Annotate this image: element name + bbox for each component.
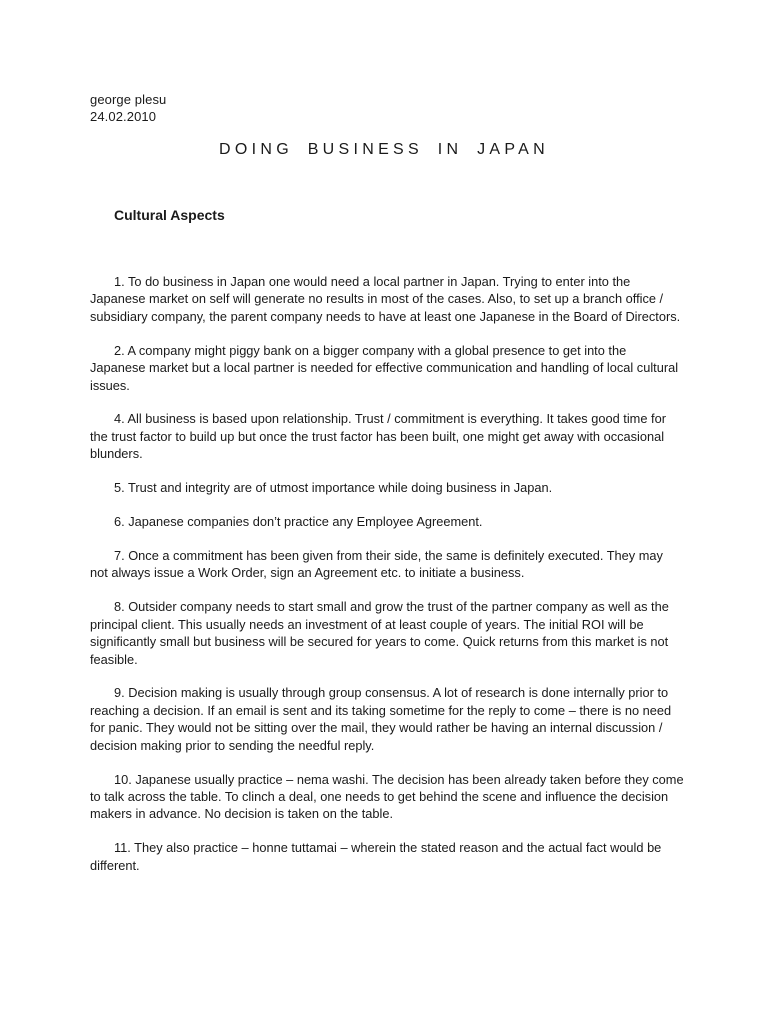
- author-name: george plesu: [90, 92, 167, 107]
- list-item: 10. Japanese usually practice – nema washi. The decision has been already taken before they come to talk across the table. To clinch a deal, one needs to get behind the scene and influence the decision makers in advance. No decision is taken on the table.: [90, 771, 684, 822]
- list-item: 9. Decision making is usually through group consensus. A lot of research is done internally prior to reaching a decision. If an email is sent and its taking sometime for the reply to come – there is no need for panic. They would not be sitting over the mail, they would rather be having an internal discussion / decision making prior to sending the needful reply.: [90, 685, 672, 753]
- list-item: 6. Japanese companies don’t practice any Employee Agreement.: [114, 514, 483, 530]
- list-item: 5. Trust and integrity are of utmost importance while doing business in Japan.: [114, 480, 553, 496]
- list-item: 8. Outsider company needs to start small and grow the trust of the partner company as well as the principal client. This usually needs an investment of at least couple of years. The initial ROI will be significantly small but business will be secured for years to come. Quick returns from this market is not feasible.: [90, 599, 669, 667]
- document-meta: [90, 91, 166, 125]
- list-item: 7. Once a commitment has been given from their side, the same is definitely executed. They may not always issue a Work Order, sign an Agreement etc. to initiate a business.: [90, 547, 663, 581]
- list-item: 4. All business is based upon relationship. Trust / commitment is everything. It takes good time for the trust factor to build up but once the trust factor has been built, one might get away with occasional blunders.: [90, 411, 666, 462]
- list-item: 2. A company might piggy bank on a bigger company with a global presence to get into the Japanese market but a local partner is needed for effective communication and handling of local cultural issues.: [90, 342, 679, 393]
- section-heading: Cultural Aspects: [114, 207, 225, 223]
- list-item: 11. They also practice – honne tuttamai – wherein the stated reason and the actual fact would be different.: [90, 840, 662, 873]
- document-title: DOING BUSINESS IN JAPAN: [219, 141, 549, 158]
- document-body: [90, 273, 684, 891]
- document-date: 24.02.2010: [90, 109, 157, 124]
- list-item: 1. To do business in Japan one would need a local partner in Japan. Trying to enter into the Japanese market on self will generate no results in most of the cases. Also, to set up a branch office / subsidiary company, the parent company needs to have at least one Japanese in the Board of Directors.: [90, 274, 681, 324]
